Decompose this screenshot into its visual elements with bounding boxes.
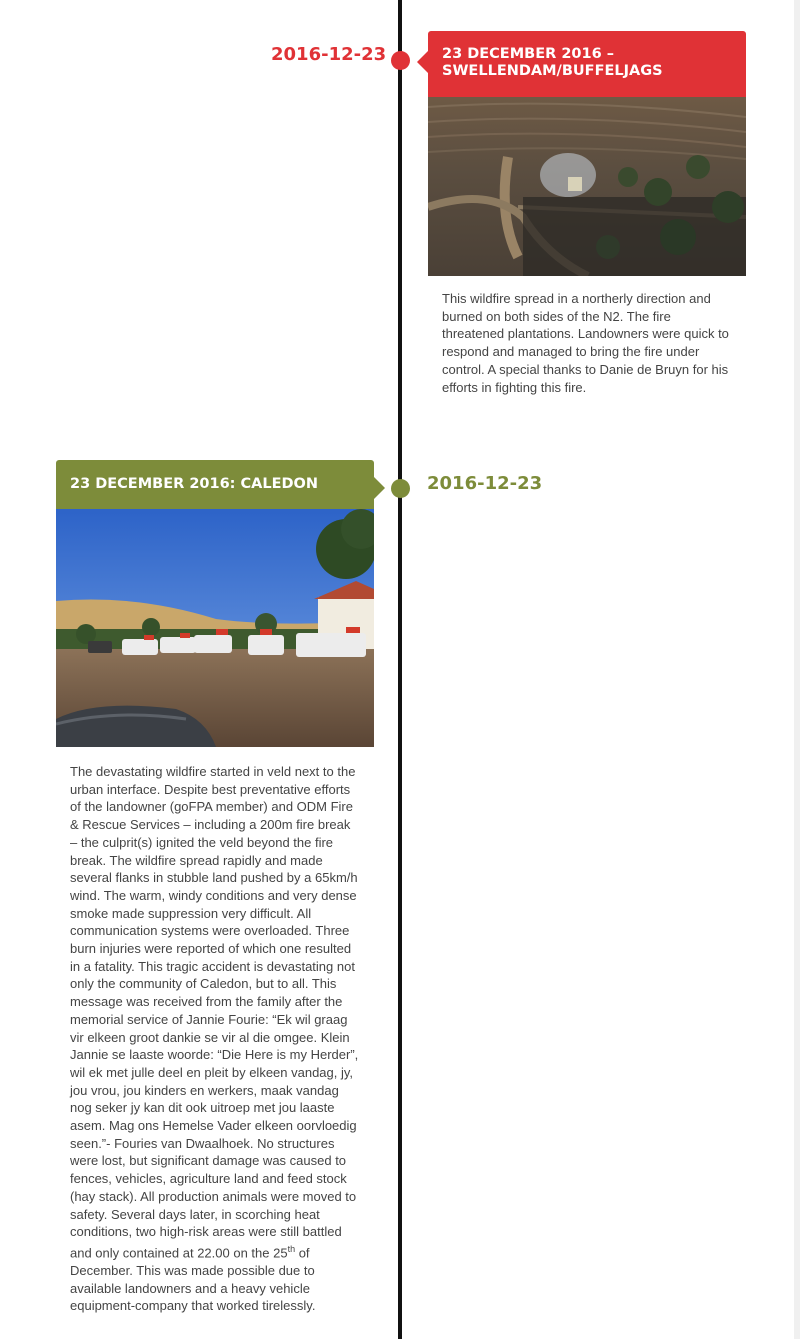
ordinal-suffix: th bbox=[287, 1243, 296, 1254]
timeline-marker-1 bbox=[391, 51, 410, 70]
timeline-card-swellendam bbox=[428, 31, 746, 396]
card-header bbox=[56, 460, 374, 509]
timeline-marker-2 bbox=[391, 479, 410, 498]
entry-date-2: 2016-12-23 bbox=[427, 473, 543, 494]
card-description bbox=[56, 747, 374, 1315]
timeline-line bbox=[398, 0, 402, 1339]
card-header bbox=[428, 31, 746, 97]
card-pointer bbox=[417, 51, 428, 73]
timeline-card-caledon bbox=[56, 460, 374, 1315]
card-description: This wildfire spread in a northerly direction and burned on both sides of the N2. The fire threatened plantations. Landowners were quick to respond and managed to bring the fire under control. A special thanks to Danie de Bruyn for his efforts in fighting this fire. bbox=[442, 291, 729, 395]
fire-vehicles-on-farm-photo bbox=[56, 509, 374, 747]
card-description-part-1: The devastating wildfire started in veld next to the urban interface. Despite best preventative efforts of the landowner (goFPA member) and ODM Fire & Rescue Services – including a 200m fire break – the culprit(s) ignited the veld beyond the fire break. The wildfire spread rapidly and made several flanks in stubble land pushed by a 65km/h wind. The warm, windy conditions and very dense smoke made suppression very difficult. All communication systems were overloaded. Three burn injuries were reported of which one resulted in a fatality. This tragic accident is devastating not only the community of Caledon, but to all. This message was received from the family after the memorial service of Jannie Fourie: “Ek wil graag vir elkeen groot dankie se vir al die omgee. Klein Jannie se laaste woorde: “Die Here is my Herder”, wil ek met julle deel en pleit by elkeen vandag, jy, jou vrou, jou kinders en werkers, maak vandag nog seker jy kan dit ook uitroep met jou laaste asem. Mag ons Hemelse Vader elkeen oorvloedig seen.”- Fouries van Dwaalhoek. No structures were lost, but significant damage was caused to fences, vehicles, agriculture land and feed stock (hay stack). All production animals were moved to safety. Several days later, in scorching heat conditions, two high-risk areas were still battled and only contained at 22.00 on the 25 bbox=[70, 764, 359, 1261]
card-title: 23 DECEMBER 2016: CALEDON bbox=[70, 476, 319, 492]
page-scrollbar-track[interactable] bbox=[794, 0, 800, 1339]
card-title-line-1: 23 DECEMBER 2016 – bbox=[442, 46, 614, 62]
aerial-burned-farmland-photo bbox=[428, 97, 746, 276]
entry-date-1: 2016-12-23 bbox=[271, 44, 387, 65]
card-pointer bbox=[374, 477, 385, 499]
card-title-line-2: SWELLENDAM/BUFFELJAGS bbox=[442, 63, 663, 79]
card-description-part-2: of December. This was made possible due to available landowners and a heavy vehicle equipment-company that worked tirelessly. bbox=[70, 1245, 316, 1314]
